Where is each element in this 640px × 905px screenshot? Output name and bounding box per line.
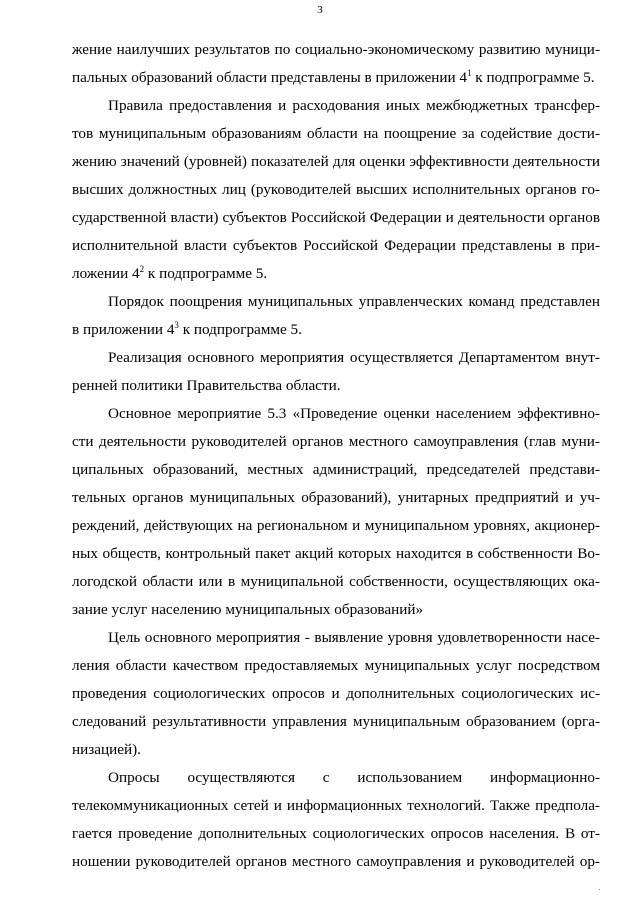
text-line: Опросы осуществляются с использованием информационно- — [108, 769, 600, 786]
text-line: ношении руководителей органов местного самоуправления и руководителей ор- — [72, 853, 600, 870]
text-line: тов муниципальным образованиям области на поощрение за содействие дости- — [72, 125, 600, 142]
superscript: 3 — [174, 320, 179, 330]
text-line: Порядок поощрения муниципальных управленческих команд представлен — [108, 293, 600, 310]
superscript: 2 — [139, 264, 145, 274]
text-line: ципальных образований, местных администраций, председателей представи- — [72, 461, 600, 478]
text-line: проведения социологических опросов и дополнительных социологических ис- — [72, 685, 600, 702]
text-line: высших должностных лиц (руководителей высших исполнительных органов го- — [72, 181, 600, 198]
body-text — [72, 36, 600, 876]
text-line: сударственной власти) субъектов Российской Федерации и деятельности органов — [72, 209, 600, 226]
text-line: ных обществ, контрольный пакет акций которых находится в собственности Во- — [72, 545, 600, 562]
text-line: следований результативности управления муниципальным образованием (орга- — [72, 713, 600, 730]
text-line: Цель основного мероприятия - выявление уровня удовлетворенности насе- — [108, 629, 600, 646]
text-line: реждений, действующих на региональном и муниципальном уровнях, акционер- — [72, 517, 600, 534]
text-line: ложении $4^2$ к подпрограмме 5. — [72, 264, 268, 282]
text-line: жение наилучших результатов по социально-экономическому развитию муници- — [72, 41, 600, 58]
text-line: гается проведение дополнительных социологических опросов населения. В от- — [72, 825, 600, 842]
text-line: в приложении $4^3$ к подпрограмме 5. — [72, 320, 302, 338]
text-line: ления области качеством предоставляемых муниципальных услуг посредством — [72, 657, 600, 674]
text-line: Реализация основного мероприятия осуществляется Департаментом внут- — [108, 349, 600, 366]
text-line: Правила предоставления и расходования иных межбюджетных трансфер- — [108, 97, 600, 114]
text-line: Основное мероприятие 5.3 «Проведение оценки населением эффективно- — [108, 405, 600, 422]
text-line: зание услуг населению муниципальных образований» — [72, 601, 424, 618]
text-line: тельных органов муниципальных образований), унитарных предприятий и уч- — [72, 489, 600, 506]
text-line: низацией). — [72, 741, 141, 758]
superscript: 1 — [466, 68, 472, 78]
text-line: ренней политики Правительства области. — [72, 377, 341, 394]
text-line: исполнительной власти субъектов Российской Федерации представлены в при- — [72, 237, 600, 254]
text-line: сти деятельности руководителей органов местного самоуправления (глав муни- — [72, 433, 600, 450]
text-line: пальных образований области представлены в приложении $4^1$ к подпрограмме 5. — [72, 68, 595, 86]
scan-speck — [599, 889, 600, 890]
text-line: телекоммуникационных сетей и информационных технологий. Также предпола- — [72, 797, 600, 814]
text-line: жению значений (уровней) показателей для оценки эффективности деятельности — [72, 153, 600, 170]
text-line: логодской области или в муниципальной собственности, осуществляющих ока- — [72, 573, 600, 590]
page-number: 3 — [317, 4, 323, 16]
